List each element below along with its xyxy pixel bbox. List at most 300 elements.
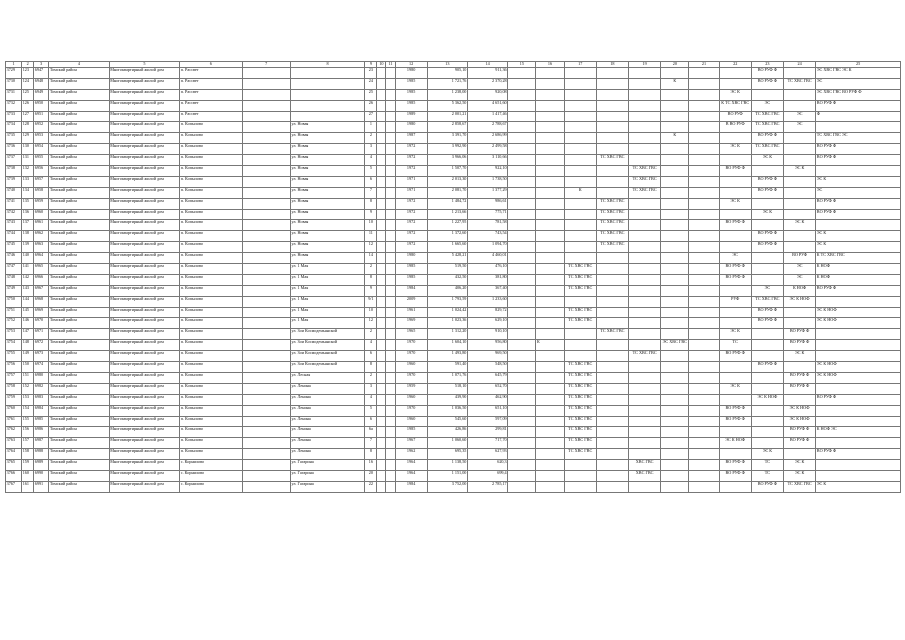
table-cell xyxy=(377,166,386,177)
table-cell: ЭС К НОФ xyxy=(816,362,901,373)
table-cell xyxy=(564,166,596,177)
table-cell: 9 xyxy=(365,285,377,296)
table-cell: Томский район xyxy=(49,187,109,198)
table-cell: 6963 xyxy=(34,242,49,253)
table-cell xyxy=(386,133,395,144)
table-cell: Многоквартирный жилой дом xyxy=(109,253,179,264)
table-cell xyxy=(816,351,901,362)
table-cell: 3766 xyxy=(6,470,22,481)
table-cell: 12 xyxy=(365,242,377,253)
table-cell xyxy=(242,405,290,416)
table-cell xyxy=(564,209,596,220)
table-cell: 12 xyxy=(365,318,377,329)
table-cell xyxy=(242,155,290,166)
table-cell xyxy=(508,111,536,122)
column-number: 11 xyxy=(386,62,395,68)
table-cell xyxy=(377,470,386,481)
table-cell: Томский район xyxy=(49,100,109,111)
table-cell: 6985 xyxy=(34,416,49,427)
table-cell xyxy=(629,144,661,155)
table-cell: Томский район xyxy=(49,394,109,405)
table-cell xyxy=(377,198,386,209)
table-cell xyxy=(377,187,386,198)
table-cell: ул. Зои Космодемьянской xyxy=(290,329,364,340)
table-cell: 1972 xyxy=(395,220,427,231)
table-cell xyxy=(596,274,628,285)
table-cell: 2 xyxy=(365,133,377,144)
table-cell xyxy=(386,394,395,405)
table-cell: Томский район xyxy=(49,220,109,231)
table-cell: 3756 xyxy=(6,362,22,373)
table-cell: 6 xyxy=(365,351,377,362)
table-cell xyxy=(290,89,364,100)
table-cell: Томский район xyxy=(49,427,109,438)
table-cell xyxy=(377,318,386,329)
table-cell xyxy=(596,68,628,79)
table-cell xyxy=(719,176,751,187)
table-row xyxy=(6,78,901,89)
table-cell: ВО РУФ Ф xyxy=(719,470,751,481)
table-cell: ТС ХВС ГВС xyxy=(564,307,596,318)
table-cell: 743,54 xyxy=(467,231,507,242)
table-cell: ЭС xyxy=(816,78,901,89)
table-cell xyxy=(689,253,719,264)
table-row xyxy=(6,307,901,318)
table-cell xyxy=(689,242,719,253)
table-cell: п. Копылово xyxy=(180,394,242,405)
table-cell xyxy=(751,166,783,177)
table-cell xyxy=(377,89,386,100)
table-cell xyxy=(386,253,395,264)
table-cell: 27 xyxy=(365,111,377,122)
table-cell: 3 110,66 xyxy=(467,155,507,166)
table-cell: ул. Новая xyxy=(290,198,364,209)
table-cell xyxy=(661,296,689,307)
table-cell: Томский район xyxy=(49,144,109,155)
table-cell xyxy=(290,111,364,122)
table-cell: 1972 xyxy=(395,166,427,177)
table-cell: ТС ХВС ГВС xyxy=(596,329,628,340)
table-cell xyxy=(689,100,719,111)
table-cell xyxy=(242,264,290,275)
table-cell: ЭС К НОФ xyxy=(784,416,816,427)
table-cell: ул. Новая xyxy=(290,133,364,144)
table-cell: 3 xyxy=(365,144,377,155)
table-cell xyxy=(536,68,564,79)
table-cell xyxy=(386,481,395,492)
table-cell: Многоквартирный жилой дом xyxy=(109,122,179,133)
table-cell xyxy=(661,198,689,209)
column-number: 10 xyxy=(377,62,386,68)
table-cell xyxy=(377,122,386,133)
table-cell: 3761 xyxy=(6,416,22,427)
table-cell: 3731 xyxy=(6,89,22,100)
table-cell xyxy=(596,307,628,318)
table-cell xyxy=(689,166,719,177)
table-cell: Томский район xyxy=(49,296,109,307)
table-cell xyxy=(784,318,816,329)
table-cell xyxy=(689,155,719,166)
table-cell: 6989 xyxy=(34,460,49,471)
table-cell xyxy=(661,383,689,394)
table-cell xyxy=(508,78,536,89)
table-cell xyxy=(629,449,661,460)
table-cell: ЭС К xyxy=(751,155,783,166)
table-cell xyxy=(508,438,536,449)
table-cell: п. Рассвет xyxy=(180,100,242,111)
table-cell: 922,10 xyxy=(467,166,507,177)
table-cell: 2 081,70 xyxy=(427,187,467,198)
table-cell: В ВО РУФ xyxy=(719,122,751,133)
table-row xyxy=(6,166,901,177)
table-cell xyxy=(386,416,395,427)
table-cell xyxy=(377,111,386,122)
table-cell: 1980 xyxy=(395,122,427,133)
table-cell: ЭС xyxy=(784,122,816,133)
table-cell: п. Копылово xyxy=(180,274,242,285)
table-cell: ЭС ХВС ГВС ВО РУФ Ф xyxy=(816,89,901,100)
table-cell: с. Корнилово xyxy=(180,460,242,471)
table-cell: Многоквартирный жилой дом xyxy=(109,176,179,187)
table-cell xyxy=(536,78,564,89)
table-cell xyxy=(242,394,290,405)
table-cell: 6948 xyxy=(34,78,49,89)
table-cell: ВО РУФ Ф xyxy=(816,155,901,166)
table-cell: 1 233,60 xyxy=(467,296,507,307)
table-cell xyxy=(386,307,395,318)
table-cell: ВО РУФ Ф xyxy=(719,405,751,416)
table-cell: 1980 xyxy=(395,253,427,264)
table-cell: 1 377,29 xyxy=(467,187,507,198)
table-cell: ВО РУФ Ф xyxy=(719,264,751,275)
table-cell xyxy=(629,285,661,296)
table-cell: ВО РУФ Ф xyxy=(751,231,783,242)
column-number: 23 xyxy=(751,62,783,68)
table-cell xyxy=(564,296,596,307)
table-cell xyxy=(536,285,564,296)
table-cell xyxy=(564,111,596,122)
table-cell xyxy=(596,176,628,187)
table-cell: Томский район xyxy=(49,460,109,471)
table-cell xyxy=(386,111,395,122)
table-cell xyxy=(661,122,689,133)
table-cell xyxy=(536,176,564,187)
table-cell: 10 xyxy=(365,220,377,231)
table-cell: 138 xyxy=(22,231,34,242)
table-row xyxy=(6,111,901,122)
table-row xyxy=(6,155,901,166)
table-cell xyxy=(596,78,628,89)
table-cell xyxy=(242,187,290,198)
table-cell: 1965 xyxy=(395,329,427,340)
column-number: 8 xyxy=(290,62,364,68)
table-cell xyxy=(751,264,783,275)
table-cell xyxy=(719,68,751,79)
table-cell xyxy=(689,416,719,427)
column-number: 22 xyxy=(719,62,751,68)
table-cell: п. Копылово xyxy=(180,449,242,460)
table-cell xyxy=(689,264,719,275)
table-cell xyxy=(661,89,689,100)
table-cell: 1 507,70 xyxy=(427,166,467,177)
table-cell xyxy=(386,100,395,111)
table-row xyxy=(6,405,901,416)
table-cell xyxy=(596,144,628,155)
table-cell: 6984 xyxy=(34,405,49,416)
table-cell: 6983 xyxy=(34,394,49,405)
table-cell xyxy=(242,438,290,449)
table-cell xyxy=(596,285,628,296)
table-cell: 1972 xyxy=(395,231,427,242)
table-cell: 3754 xyxy=(6,340,22,351)
table-cell xyxy=(377,144,386,155)
table-cell: ВО РУФ Ф xyxy=(816,449,901,460)
table-cell xyxy=(377,220,386,231)
table-cell xyxy=(508,470,536,481)
table-cell: ТС ХВС ГВС xyxy=(564,285,596,296)
table-cell: 3764 xyxy=(6,449,22,460)
table-row xyxy=(6,209,901,220)
table-cell xyxy=(596,416,628,427)
table-cell: 3740 xyxy=(6,187,22,198)
table-cell: 2009 xyxy=(395,296,427,307)
table-cell xyxy=(719,307,751,318)
table-cell: 652,70 xyxy=(467,383,507,394)
table-cell xyxy=(629,405,661,416)
table-cell xyxy=(536,362,564,373)
table-cell xyxy=(242,220,290,231)
table-cell: Многоквартирный жилой дом xyxy=(109,394,179,405)
table-cell: 3739 xyxy=(6,176,22,187)
table-cell xyxy=(661,264,689,275)
table-cell xyxy=(784,144,816,155)
table-cell xyxy=(536,89,564,100)
table-cell xyxy=(784,89,816,100)
table-cell: 8 xyxy=(365,362,377,373)
table-cell: ТС ХВС ГВС xyxy=(751,111,783,122)
table-cell: Томский район xyxy=(49,78,109,89)
table-cell: 6988 xyxy=(34,449,49,460)
table-cell: Многоквартирный жилой дом xyxy=(109,470,179,481)
table-cell xyxy=(661,285,689,296)
table-cell xyxy=(751,416,783,427)
column-number: 5 xyxy=(109,62,179,68)
column-number: 19 xyxy=(629,62,661,68)
table-cell: Многоквартирный жилой дом xyxy=(109,427,179,438)
table-cell: ЭС К НОФ xyxy=(816,318,901,329)
table-cell: 6964 xyxy=(34,253,49,264)
table-cell xyxy=(386,405,395,416)
table-cell: ул. Зои Космодемьянской xyxy=(290,340,364,351)
table-cell: 591,40 xyxy=(427,362,467,373)
table-cell xyxy=(536,438,564,449)
column-number: 14 xyxy=(467,62,507,68)
table-cell xyxy=(596,470,628,481)
table-cell xyxy=(386,264,395,275)
table-cell xyxy=(242,372,290,383)
table-cell: 3745 xyxy=(6,242,22,253)
table-cell: 3748 xyxy=(6,274,22,285)
table-cell xyxy=(751,89,783,100)
table-cell xyxy=(661,394,689,405)
table-cell xyxy=(242,427,290,438)
table-cell: ТС ХВС ГВС xyxy=(564,318,596,329)
table-cell: ул. 1 Мая xyxy=(290,307,364,318)
table-cell: 124 xyxy=(22,78,34,89)
table-cell xyxy=(751,372,783,383)
table-cell: 6968 xyxy=(34,296,49,307)
table-cell xyxy=(377,481,386,492)
table-cell: ВО РУФ Ф xyxy=(751,481,783,492)
table-row xyxy=(6,187,901,198)
table-cell: 4 xyxy=(365,340,377,351)
table-cell: 145 xyxy=(22,307,34,318)
table-cell xyxy=(661,318,689,329)
table-cell: ТС ХВС ГВС xyxy=(596,242,628,253)
table-cell xyxy=(377,78,386,89)
table-cell xyxy=(629,253,661,264)
table-cell xyxy=(629,372,661,383)
table-cell xyxy=(377,133,386,144)
table-cell xyxy=(536,242,564,253)
table-cell: п. Копылово xyxy=(180,155,242,166)
table-cell: 2 686,99 xyxy=(467,133,507,144)
table-cell xyxy=(661,274,689,285)
table-cell: 161 xyxy=(22,481,34,492)
table-cell: 6960 xyxy=(34,209,49,220)
table-cell xyxy=(689,318,719,329)
table-cell xyxy=(689,231,719,242)
table-cell xyxy=(564,122,596,133)
column-number: 3 xyxy=(34,62,49,68)
table-cell xyxy=(377,242,386,253)
table-cell: п. Копылово xyxy=(180,144,242,155)
table-cell xyxy=(386,231,395,242)
table-cell xyxy=(508,372,536,383)
column-number: 20 xyxy=(661,62,689,68)
table-cell: 3759 xyxy=(6,394,22,405)
table-cell: Многоквартирный жилой дом xyxy=(109,68,179,79)
table-cell xyxy=(596,122,628,133)
register-body xyxy=(6,68,901,493)
table-cell xyxy=(629,133,661,144)
table-cell xyxy=(508,264,536,275)
table-cell: 147 xyxy=(22,329,34,340)
table-cell: 3751 xyxy=(6,307,22,318)
table-cell: ЭС К xyxy=(784,166,816,177)
table-cell xyxy=(816,416,901,427)
table-cell: 14 xyxy=(365,253,377,264)
table-cell: 3753 xyxy=(6,329,22,340)
table-cell xyxy=(719,318,751,329)
table-cell: ВО РУФ Ф xyxy=(816,285,901,296)
table-cell: Многоквартирный жилой дом xyxy=(109,372,179,383)
table-cell xyxy=(386,220,395,231)
table-cell: 367,40 xyxy=(467,285,507,296)
table-cell xyxy=(536,253,564,264)
table-cell: 1 071,76 xyxy=(427,372,467,383)
table-cell: 1970 xyxy=(395,340,427,351)
table-cell: 137 xyxy=(22,220,34,231)
table-cell: Многоквартирный жилой дом xyxy=(109,209,179,220)
table-cell: 123 xyxy=(22,68,34,79)
table-cell xyxy=(689,340,719,351)
table-cell: 6969 xyxy=(34,307,49,318)
table-cell: ЭС xyxy=(784,111,816,122)
table-cell xyxy=(689,187,719,198)
table-cell: 152 xyxy=(22,383,34,394)
table-cell xyxy=(386,460,395,471)
table-cell: 1960 xyxy=(395,394,427,405)
table-cell xyxy=(242,133,290,144)
table-cell: ТС ХВС ГВС xyxy=(751,144,783,155)
table-cell: 5 xyxy=(365,405,377,416)
table-cell: 781,58 xyxy=(467,220,507,231)
table-row xyxy=(6,89,901,100)
table-cell: ТС xyxy=(719,340,751,351)
table-cell xyxy=(596,89,628,100)
table-cell xyxy=(242,144,290,155)
table-cell xyxy=(689,122,719,133)
table-cell xyxy=(816,470,901,481)
table-cell: 2 499,58 xyxy=(467,144,507,155)
table-cell xyxy=(751,340,783,351)
table-cell: Томский район xyxy=(49,318,109,329)
table-cell xyxy=(564,231,596,242)
table-cell: 2 001,21 xyxy=(427,111,467,122)
table-cell xyxy=(377,372,386,383)
table-cell xyxy=(784,100,816,111)
table-cell xyxy=(629,438,661,449)
table-cell: п. Копылово xyxy=(180,340,242,351)
table-cell xyxy=(377,274,386,285)
table-cell xyxy=(719,372,751,383)
table-cell xyxy=(689,176,719,187)
table-cell: 381,80 xyxy=(467,274,507,285)
table-cell: ул. Новая xyxy=(290,144,364,155)
table-cell xyxy=(242,470,290,481)
table-cell: 6972 xyxy=(34,340,49,351)
table-cell xyxy=(386,296,395,307)
table-cell xyxy=(689,405,719,416)
table-cell: 651,10 xyxy=(467,405,507,416)
table-cell: 24 xyxy=(365,78,377,89)
table-row xyxy=(6,460,901,471)
table-cell xyxy=(536,449,564,460)
table-cell xyxy=(508,100,536,111)
table-cell xyxy=(508,242,536,253)
table-cell: 3758 xyxy=(6,383,22,394)
table-cell: п. Копылово xyxy=(180,176,242,187)
table-cell: Томский район xyxy=(49,155,109,166)
table-cell: 3744 xyxy=(6,231,22,242)
table-row xyxy=(6,274,901,285)
table-cell xyxy=(629,394,661,405)
table-cell: ЭС ХВС ГВС ЭС К xyxy=(816,68,901,79)
table-cell xyxy=(689,460,719,471)
table-cell xyxy=(689,438,719,449)
table-cell xyxy=(386,383,395,394)
table-cell: Томский район xyxy=(49,362,109,373)
table-cell: 5 428,21 xyxy=(427,253,467,264)
table-cell xyxy=(689,274,719,285)
table-row xyxy=(6,383,901,394)
table-cell: 4 460,01 xyxy=(467,253,507,264)
table-row xyxy=(6,481,901,492)
table-cell: 3742 xyxy=(6,209,22,220)
table-cell: ул. 1 Мая xyxy=(290,318,364,329)
table-cell: 775,71 xyxy=(467,209,507,220)
